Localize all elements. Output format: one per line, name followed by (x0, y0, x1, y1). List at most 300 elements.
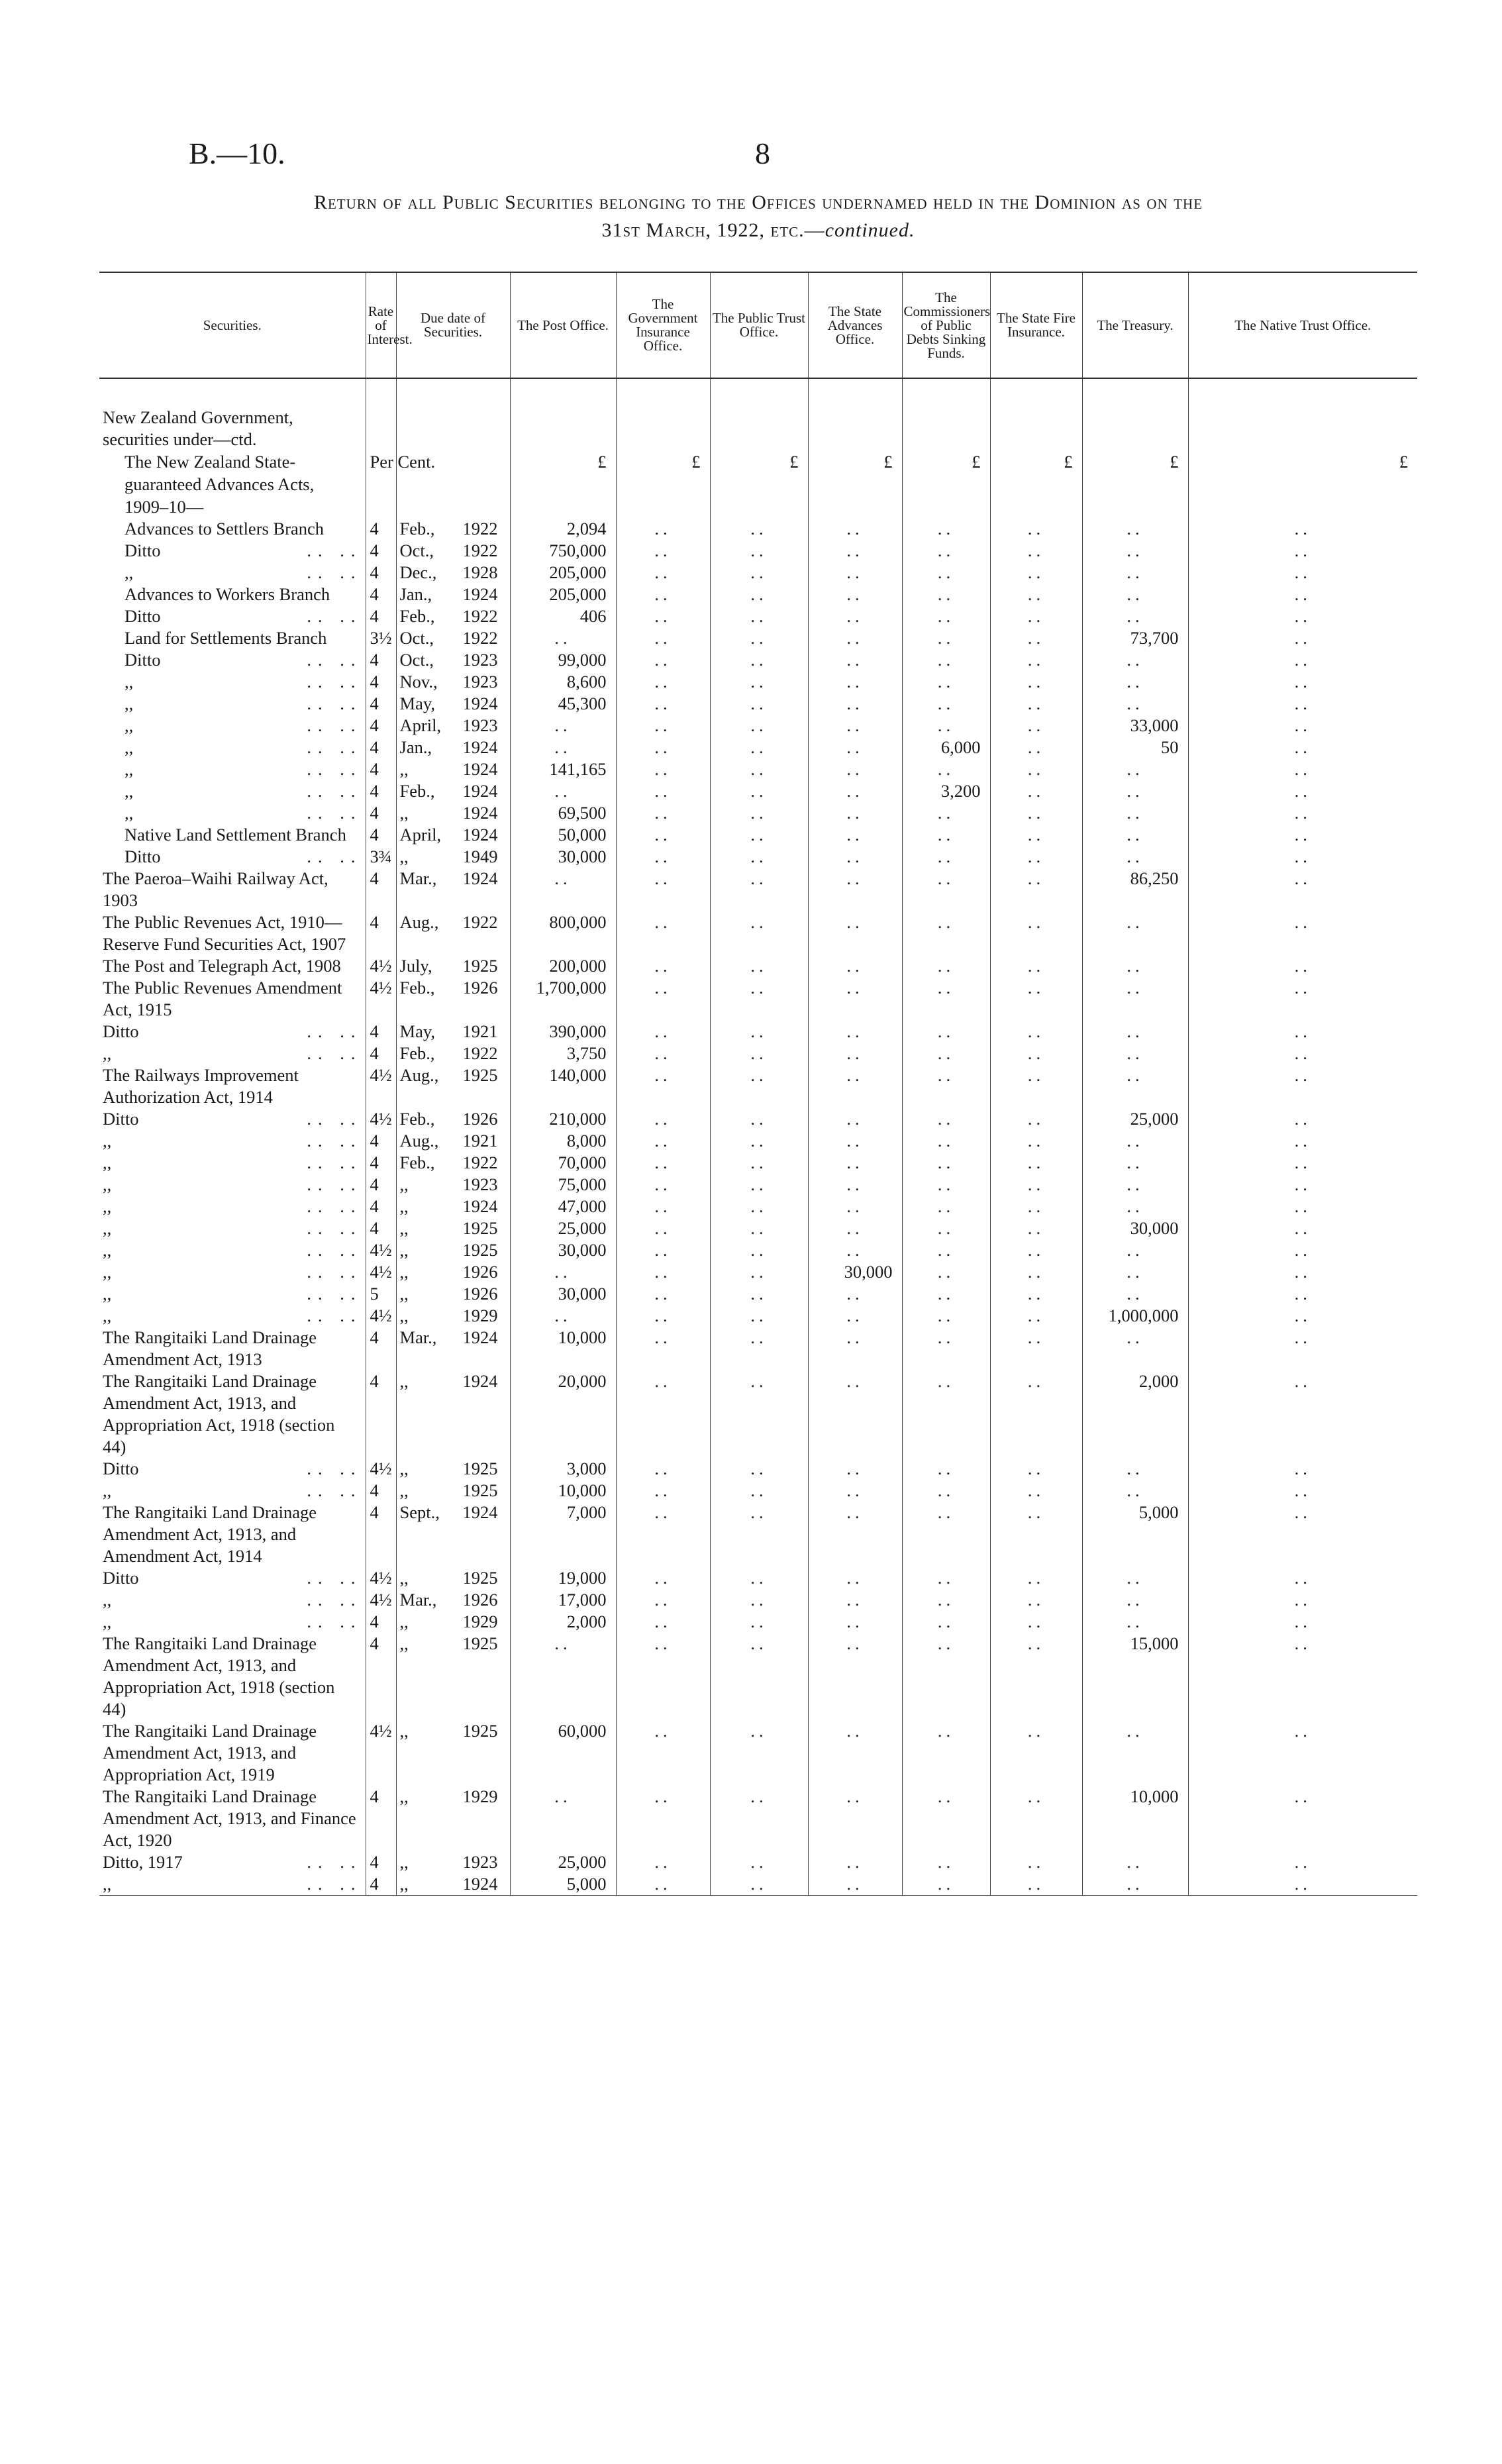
due-year: 1921 (462, 1021, 498, 1041)
amount-cell: .. (510, 1786, 616, 1851)
security-name (99, 1720, 366, 1786)
due-month: Nov., (399, 672, 438, 692)
security-name-text: ,, (125, 781, 134, 801)
rate-of-interest: 4½ (366, 977, 396, 1021)
amount-cell: .. (1188, 1873, 1417, 1896)
amount-cell: .. (710, 627, 808, 649)
amount-cell: .. (1082, 1851, 1188, 1873)
amount-cell: 406 (510, 605, 616, 627)
amount-cell: .. (808, 715, 902, 737)
amount-cell: .. (1082, 584, 1188, 605)
rate-of-interest: 3¾ (366, 846, 396, 868)
amount-cell: .. (1082, 518, 1188, 540)
amount-cell: .. (616, 1786, 710, 1851)
amount-cell: .. (990, 1196, 1082, 1217)
rate-of-interest: 4 (366, 911, 396, 955)
amount-cell: .. (1082, 1196, 1188, 1217)
security-name (99, 977, 366, 1021)
due-year: 1924 (462, 825, 498, 845)
amount-cell (710, 407, 808, 450)
security-name (99, 693, 366, 715)
due-date (396, 1851, 510, 1873)
rate-of-interest: 3½ (366, 627, 396, 649)
amount-cell: 2,094 (510, 518, 616, 540)
dot-leader: .. .. (307, 562, 362, 582)
due-month: Aug., (399, 1065, 439, 1085)
table-row (99, 1196, 1417, 1217)
due-year: 1925 (462, 1633, 498, 1653)
table-row (99, 584, 1417, 605)
security-name (99, 911, 366, 955)
currency-unit: £ (1188, 450, 1417, 518)
amount-cell: .. (1188, 1480, 1417, 1502)
due-month: July, (399, 956, 432, 976)
amount-cell: .. (1082, 1261, 1188, 1283)
table-row (99, 1458, 1417, 1480)
amount-cell: .. (902, 1043, 990, 1064)
amount-cell: .. (902, 715, 990, 737)
amount-cell: 60,000 (510, 1720, 616, 1786)
amount-cell: .. (990, 1502, 1082, 1567)
amount-cell: .. (1082, 1130, 1188, 1152)
table-row (99, 1502, 1417, 1567)
due-date (396, 977, 510, 1021)
amount-cell: .. (808, 1786, 902, 1851)
amount-cell: .. (616, 1567, 710, 1589)
amount-cell: .. (990, 1327, 1082, 1370)
amount-cell: .. (1188, 1589, 1417, 1611)
amount-cell: .. (710, 518, 808, 540)
due-date (396, 715, 510, 737)
rate-of-interest: 4½ (366, 1589, 396, 1611)
security-name-text: Ditto (125, 540, 161, 560)
table-row (99, 1589, 1417, 1611)
due-date (396, 824, 510, 846)
due-month: Feb., (399, 1109, 435, 1129)
amount-cell: 50 (1082, 737, 1188, 758)
rate-of-interest: 4 (366, 1633, 396, 1720)
table-row (99, 1633, 1417, 1720)
amount-cell: .. (808, 737, 902, 758)
amount-cell: .. (990, 1108, 1082, 1130)
amount-cell: .. (1188, 693, 1417, 715)
amount-cell: 200,000 (510, 955, 616, 977)
amount-cell: .. (1188, 1567, 1417, 1589)
amount-cell: .. (1082, 1174, 1188, 1196)
amount-cell: .. (808, 846, 902, 868)
amount-cell: .. (710, 649, 808, 671)
security-name (99, 627, 366, 649)
amount-cell: .. (808, 1567, 902, 1589)
amount-cell: .. (616, 977, 710, 1021)
amount-cell: .. (1082, 911, 1188, 955)
amount-cell: .. (902, 824, 990, 846)
amount-cell: 10,000 (510, 1327, 616, 1370)
due-year: 1929 (462, 1306, 498, 1325)
table-row (99, 737, 1417, 758)
amount-cell (616, 407, 710, 450)
due-year: 1923 (462, 672, 498, 692)
due-date (396, 1786, 510, 1851)
amount-cell: .. (808, 1502, 902, 1567)
rate-unit: Per Cent. (366, 450, 396, 518)
amount-cell: .. (616, 1458, 710, 1480)
amount-cell: .. (616, 1064, 710, 1108)
amount-cell: .. (1188, 955, 1417, 977)
due-date (396, 693, 510, 715)
security-name (99, 955, 366, 977)
amount-cell: 25,000 (510, 1217, 616, 1239)
amount-cell: 3,000 (510, 1458, 616, 1480)
amount-cell: 8,000 (510, 1130, 616, 1152)
due-year: 1922 (462, 912, 498, 932)
due-year: 1924 (462, 1327, 498, 1347)
amount-cell: .. (902, 1480, 990, 1502)
amount-cell: .. (1082, 540, 1188, 562)
due-date (396, 605, 510, 627)
amount-cell: .. (1082, 1152, 1188, 1174)
amount-cell: .. (902, 605, 990, 627)
amount-cell: .. (1188, 1633, 1417, 1720)
dot-leader: .. .. (307, 1262, 362, 1282)
amount-cell: .. (902, 1108, 990, 1130)
amount-cell: .. (616, 1130, 710, 1152)
amount-cell: 30,000 (510, 1283, 616, 1305)
amount-cell: .. (1188, 1305, 1417, 1327)
due-month: Jan., (399, 737, 432, 757)
security-name (99, 649, 366, 671)
security-name (99, 671, 366, 693)
amount-cell: .. (808, 562, 902, 584)
due-month: ,, (399, 1306, 409, 1325)
due-year: 1924 (462, 803, 498, 823)
amount-cell: .. (510, 715, 616, 737)
due-date (396, 1370, 510, 1458)
amount-cell: .. (990, 1370, 1082, 1458)
amount-cell: .. (1082, 846, 1188, 868)
due-date (396, 649, 510, 671)
amount-cell: .. (808, 1239, 902, 1261)
due-date (396, 1043, 510, 1064)
security-name-text: The New Zealand State-guaranteed Advances Acts, 1909–10— (125, 452, 315, 517)
table-row (99, 1873, 1417, 1896)
amount-cell: .. (710, 1021, 808, 1043)
amount-cell: .. (1082, 605, 1188, 627)
dot-leader: .. .. (307, 1612, 362, 1631)
amount-cell: .. (902, 846, 990, 868)
security-name-text: ,, (103, 1218, 112, 1238)
amount-cell: .. (510, 780, 616, 802)
due-month: ,, (399, 1174, 409, 1194)
due-date (396, 1261, 510, 1283)
spacer-cell (616, 378, 710, 407)
due-date (396, 1239, 510, 1261)
rate-of-interest: 4 (366, 780, 396, 802)
amount-cell: 1,700,000 (510, 977, 616, 1021)
due-month: ,, (399, 1218, 409, 1238)
amount-cell: .. (1082, 671, 1188, 693)
dot-leader: .. .. (307, 715, 362, 735)
amount-cell: .. (808, 758, 902, 780)
security-name-text: Native Land Settlement Branch (125, 825, 346, 845)
due-month: Sept., (399, 1502, 440, 1522)
amount-cell (808, 407, 902, 450)
security-name (99, 1633, 366, 1720)
amount-cell: .. (902, 1458, 990, 1480)
rate-of-interest: 4 (366, 758, 396, 780)
amount-cell: .. (710, 671, 808, 693)
amount-cell: .. (902, 562, 990, 584)
amount-cell: 30,000 (510, 846, 616, 868)
amount-cell: .. (710, 1174, 808, 1196)
amount-cell: .. (1188, 780, 1417, 802)
security-name (99, 540, 366, 562)
security-name-text: ,, (125, 693, 134, 713)
table-body (99, 378, 1417, 1896)
amount-cell: 99,000 (510, 649, 616, 671)
amount-cell: .. (990, 846, 1082, 868)
amount-cell: .. (808, 824, 902, 846)
due-date (396, 802, 510, 824)
securities-table-wrap (99, 272, 1417, 1896)
column-header: The Public Trust Office. (710, 272, 808, 378)
amount-cell: .. (990, 1458, 1082, 1480)
dot-leader: .. .. (307, 1284, 362, 1304)
amount-cell: .. (990, 1239, 1082, 1261)
column-header: The Government Insurance Office. (616, 272, 710, 378)
amount-cell: .. (808, 627, 902, 649)
amount-cell: .. (902, 627, 990, 649)
table-row (99, 1327, 1417, 1370)
amount-cell: .. (1188, 1502, 1417, 1567)
amount-cell: .. (990, 955, 1082, 977)
dot-leader: .. .. (307, 847, 362, 866)
security-name-text: ,, (103, 1590, 112, 1610)
rate-of-interest: 4½ (366, 955, 396, 977)
amount-cell: 3,200 (902, 780, 990, 802)
amount-cell: .. (1188, 977, 1417, 1021)
due-date (396, 1283, 510, 1305)
amount-cell: .. (1082, 1589, 1188, 1611)
dot-leader: .. .. (307, 1153, 362, 1172)
security-name (99, 758, 366, 780)
due-month: Oct., (399, 540, 434, 560)
amount-cell: .. (808, 977, 902, 1021)
security-name-text: ,, (103, 1480, 112, 1500)
amount-cell: .. (1188, 518, 1417, 540)
amount-cell: .. (990, 562, 1082, 584)
amount-cell: .. (808, 1283, 902, 1305)
amount-cell: .. (902, 1283, 990, 1305)
amount-cell: 19,000 (510, 1567, 616, 1589)
amount-cell: .. (510, 627, 616, 649)
amount-cell: .. (902, 1720, 990, 1786)
amount-cell: 390,000 (510, 1021, 616, 1043)
amount-cell: .. (710, 780, 808, 802)
amount-cell: .. (616, 1611, 710, 1633)
amount-cell: .. (1082, 693, 1188, 715)
amount-cell: .. (616, 1305, 710, 1327)
amount-cell: .. (1082, 955, 1188, 977)
security-name (99, 715, 366, 737)
table-row (99, 1152, 1417, 1174)
due-month: Feb., (399, 606, 435, 626)
security-name-text: The Paeroa–Waihi Railway Act, 1903 (103, 868, 328, 910)
amount-cell: .. (710, 1196, 808, 1217)
rate-of-interest: 4 (366, 824, 396, 846)
amount-cell: 5,000 (1082, 1502, 1188, 1567)
table-row (99, 562, 1417, 584)
dot-leader: .. .. (307, 1131, 362, 1151)
amount-cell: .. (902, 1327, 990, 1370)
amount-cell: .. (616, 1174, 710, 1196)
amount-cell: .. (616, 780, 710, 802)
security-name (99, 1851, 366, 1873)
amount-cell: .. (808, 1589, 902, 1611)
title-continued: continued. (825, 219, 915, 241)
due-month: May, (399, 1021, 435, 1041)
due-month: Aug., (399, 912, 439, 932)
due-date (396, 955, 510, 977)
due-year: 1924 (462, 759, 498, 779)
table-row (99, 649, 1417, 671)
security-name (99, 1370, 366, 1458)
dot-leader: .. .. (307, 1874, 362, 1894)
due-month: ,, (399, 1721, 409, 1741)
amount-cell: .. (990, 1064, 1082, 1108)
due-year: 1949 (462, 847, 498, 866)
header-row (99, 272, 1417, 378)
amount-cell: 3,750 (510, 1043, 616, 1064)
due-year: 1924 (462, 1502, 498, 1522)
amount-cell: .. (616, 802, 710, 824)
amount-cell: .. (616, 1043, 710, 1064)
title-line-2-text: 31st March, 1922, etc.— (601, 219, 825, 241)
security-name (99, 1611, 366, 1633)
amount-cell: .. (710, 1043, 808, 1064)
currency-unit: £ (616, 450, 710, 518)
page-number: 8 (755, 136, 770, 170)
table-row (99, 1567, 1417, 1589)
amount-cell: .. (902, 1217, 990, 1239)
due-date (396, 1021, 510, 1043)
due-date (396, 780, 510, 802)
amount-cell: .. (902, 802, 990, 824)
amount-cell: .. (1188, 1327, 1417, 1370)
due-date (396, 1458, 510, 1480)
amount-cell: 1,000,000 (1082, 1305, 1188, 1327)
rate-of-interest: 4 (366, 1851, 396, 1873)
dot-leader: .. .. (307, 759, 362, 779)
due-year: 1925 (462, 1721, 498, 1741)
amount-cell: 140,000 (510, 1064, 616, 1108)
dot-leader: .. .. (307, 1459, 362, 1478)
dot-leader: .. .. (307, 1590, 362, 1610)
due-date (396, 671, 510, 693)
amount-cell: .. (808, 1196, 902, 1217)
due-year: 1922 (462, 540, 498, 560)
rate-of-interest: 4½ (366, 1567, 396, 1589)
amount-cell: .. (1188, 562, 1417, 584)
amount-cell: .. (616, 1283, 710, 1305)
column-header: The Commissioners of Public Debts Sinking Funds. (902, 272, 990, 378)
amount-cell: .. (1188, 584, 1417, 605)
amount-cell: .. (902, 1589, 990, 1611)
amount-cell: .. (510, 737, 616, 758)
amount-cell: .. (1082, 758, 1188, 780)
amount-cell: .. (710, 1480, 808, 1502)
amount-cell: .. (902, 758, 990, 780)
amount-cell: .. (616, 1873, 710, 1896)
amount-cell: .. (1188, 824, 1417, 846)
amount-cell: 10,000 (510, 1480, 616, 1502)
amount-cell: .. (616, 1239, 710, 1261)
due-month: Oct., (399, 650, 434, 670)
column-header: The Native Trust Office. (1188, 272, 1417, 378)
security-name (99, 450, 366, 518)
column-header: The State Advances Office. (808, 272, 902, 378)
spacer-cell (1082, 378, 1188, 407)
due-month: ,, (399, 1874, 409, 1894)
rate-of-interest: 4½ (366, 1064, 396, 1108)
dot-leader: .. .. (307, 1480, 362, 1500)
due-year: 1922 (462, 628, 498, 648)
spacer-cell (902, 378, 990, 407)
amount-cell: .. (1188, 1217, 1417, 1239)
security-name-text: ,, (103, 1131, 112, 1151)
amount-cell: .. (616, 1021, 710, 1043)
amount-cell: .. (1188, 1261, 1417, 1283)
rate-of-interest: 4½ (366, 1458, 396, 1480)
table-row (99, 671, 1417, 693)
security-name (99, 1196, 366, 1217)
due-date (396, 846, 510, 868)
amount-cell: .. (808, 868, 902, 911)
table-row (99, 1611, 1417, 1633)
due-year: 1925 (462, 1459, 498, 1478)
rate-of-interest: 4 (366, 715, 396, 737)
security-name (99, 1283, 366, 1305)
amount-cell: .. (990, 693, 1082, 715)
rate-of-interest: 4 (366, 1217, 396, 1239)
amount-cell: .. (808, 1851, 902, 1873)
dot-leader: .. .. (307, 1043, 362, 1063)
due-date (396, 584, 510, 605)
amount-cell: .. (902, 911, 990, 955)
amount-cell: 6,000 (902, 737, 990, 758)
rate-of-interest: 4 (366, 737, 396, 758)
page-header (189, 136, 1447, 176)
amount-cell: .. (616, 868, 710, 911)
amount-cell: .. (710, 977, 808, 1021)
amount-cell: .. (1082, 1283, 1188, 1305)
amount-cell: .. (1188, 1130, 1417, 1152)
currency-unit: £ (808, 450, 902, 518)
due-date (396, 518, 510, 540)
amount-cell: .. (616, 605, 710, 627)
due-year: 1929 (462, 1786, 498, 1806)
spacer-cell (366, 378, 396, 407)
amount-cell: .. (1188, 1152, 1417, 1174)
amount-cell: .. (1082, 824, 1188, 846)
amount-cell: .. (710, 562, 808, 584)
amount-cell: .. (616, 911, 710, 955)
due-date (396, 407, 510, 450)
amount-cell: .. (990, 627, 1082, 649)
security-name (99, 1152, 366, 1174)
rate-of-interest: 4 (366, 671, 396, 693)
due-month: ,, (399, 1786, 409, 1806)
